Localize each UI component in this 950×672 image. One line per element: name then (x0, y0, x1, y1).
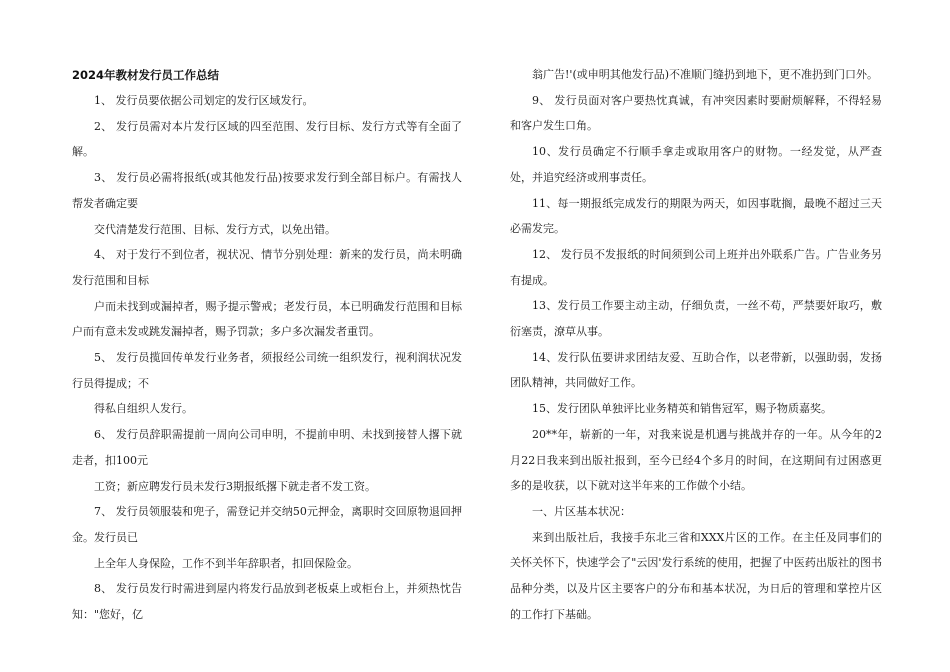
paragraph: 工资；新应聘发行员未发行3期报纸撂下就走者不发工资。 (94, 479, 376, 493)
paragraph: 12、 发行员不发报纸的时间须到公司上班并出外联系广告。广告业务另有提成。 (510, 247, 882, 287)
paragraph: 上全年人身保险，工作不到半年辞职者，扣回保险金。 (94, 556, 358, 570)
paragraph: 9、 发行员面对客户要热忱真诚，有冲突因素时要耐烦解释，不得轻易和客户发生口角。 (510, 93, 882, 133)
paragraph: 3、 发行员必需将报纸(或其他发行品)按要求发行到全部目标户。有需找人帮发者确定要 (72, 171, 462, 210)
left-column (72, 62, 462, 628)
paragraph: 来到出版社后，我接手东北三省和XXX片区的工作。在主任及同事们的关怀关怀下，快速学会了"云因'发行系统的使用，把握了中医药出版社的图书品种分类，以及片区主要客户的分布和基本状况，为日后的管理和掌控片区的工作打下基础。 (510, 530, 882, 621)
right-paragraphs (510, 62, 882, 627)
paragraph: 8、 发行员发行时需进到屋内将发行品放到老板桌上或柜台上，并须热忱告知："您好，亿 (72, 582, 462, 622)
paragraph: 7、 发行员领服装和兜子，需登记并交纳50元押金，离职时交回原物退回押金。发行员已 (72, 505, 462, 544)
paragraph: 一、片区基本状况： (532, 504, 631, 518)
paragraph: 15、发行团队单独评比业务精英和销售冠军，赐予物质嘉奖。 (532, 402, 832, 416)
right-column (510, 62, 882, 627)
paragraph: 5、 发行员揽回传单发行业务者，须报经公司统一组织发行，视利润状况发行员得提成；不 (72, 351, 462, 390)
paragraph: 翁广告!'(或申明其他发行品)不准顺门缝扔到地下，更不准扔到门口外。 (532, 68, 879, 81)
paragraph: 13、发行员工作要主动主动，仔细负责，一丝不苟，严禁要奸取巧，敷衍塞责，潦草从事。 (510, 299, 882, 339)
paragraph: 得私自组织人发行。 (94, 402, 193, 416)
paragraph: 2、 发行员需对本片发行区域的四至范围、发行目标、发行方式等有全面了解。 (72, 119, 462, 159)
paragraph: 6、 发行员辞职需提前一周向公司申明，不提前申明、未找到接替人撂下就走者，扣100元 (72, 428, 462, 467)
paragraph: 20**年，崭新的一年，对我来说是机遇与挑战并存的一年。从今年的2月22日我来到出版社报到，至今已经4个多月的时间，在这期间有过困惑更多的是收获，以下就对这半年来的工作做个小结。 (510, 427, 882, 493)
paragraph: 14、发行队伍要讲求团结友爱、互助合作，以老带新，以强助弱，发扬团队精神，共同做好工作。 (510, 350, 882, 390)
paragraph: 4、 对于发行不到位者，视状况、情节分别处理：新来的发行员，尚未明确发行范围和目标 (72, 248, 462, 287)
paragraph: 11、每一期报纸完成发行的期限为两天，如因事耽搁，最晚不超过三天必需发完。 (510, 196, 882, 236)
paragraph: 10、发行员确定不行顺手拿走或取用客户的财物。一经发觉，从严查处，并追究经济或刑事责任。 (510, 145, 882, 184)
document-title: 2024年教材发行员工作总结 (72, 68, 220, 82)
paragraph: 1、 发行员要依据公司划定的发行区域发行。 (94, 94, 314, 107)
paragraph: 户而未找到或漏掉者，赐予提示警戒；老发行员，本已明确发行范围和目标户而有意未发或跳发漏掉者，赐予罚款；多户多次漏发者重罚。 (72, 299, 462, 339)
left-paragraphs (72, 88, 462, 628)
paragraph: 交代清楚发行范围、目标、发行方式，以免出错。 (94, 222, 336, 236)
